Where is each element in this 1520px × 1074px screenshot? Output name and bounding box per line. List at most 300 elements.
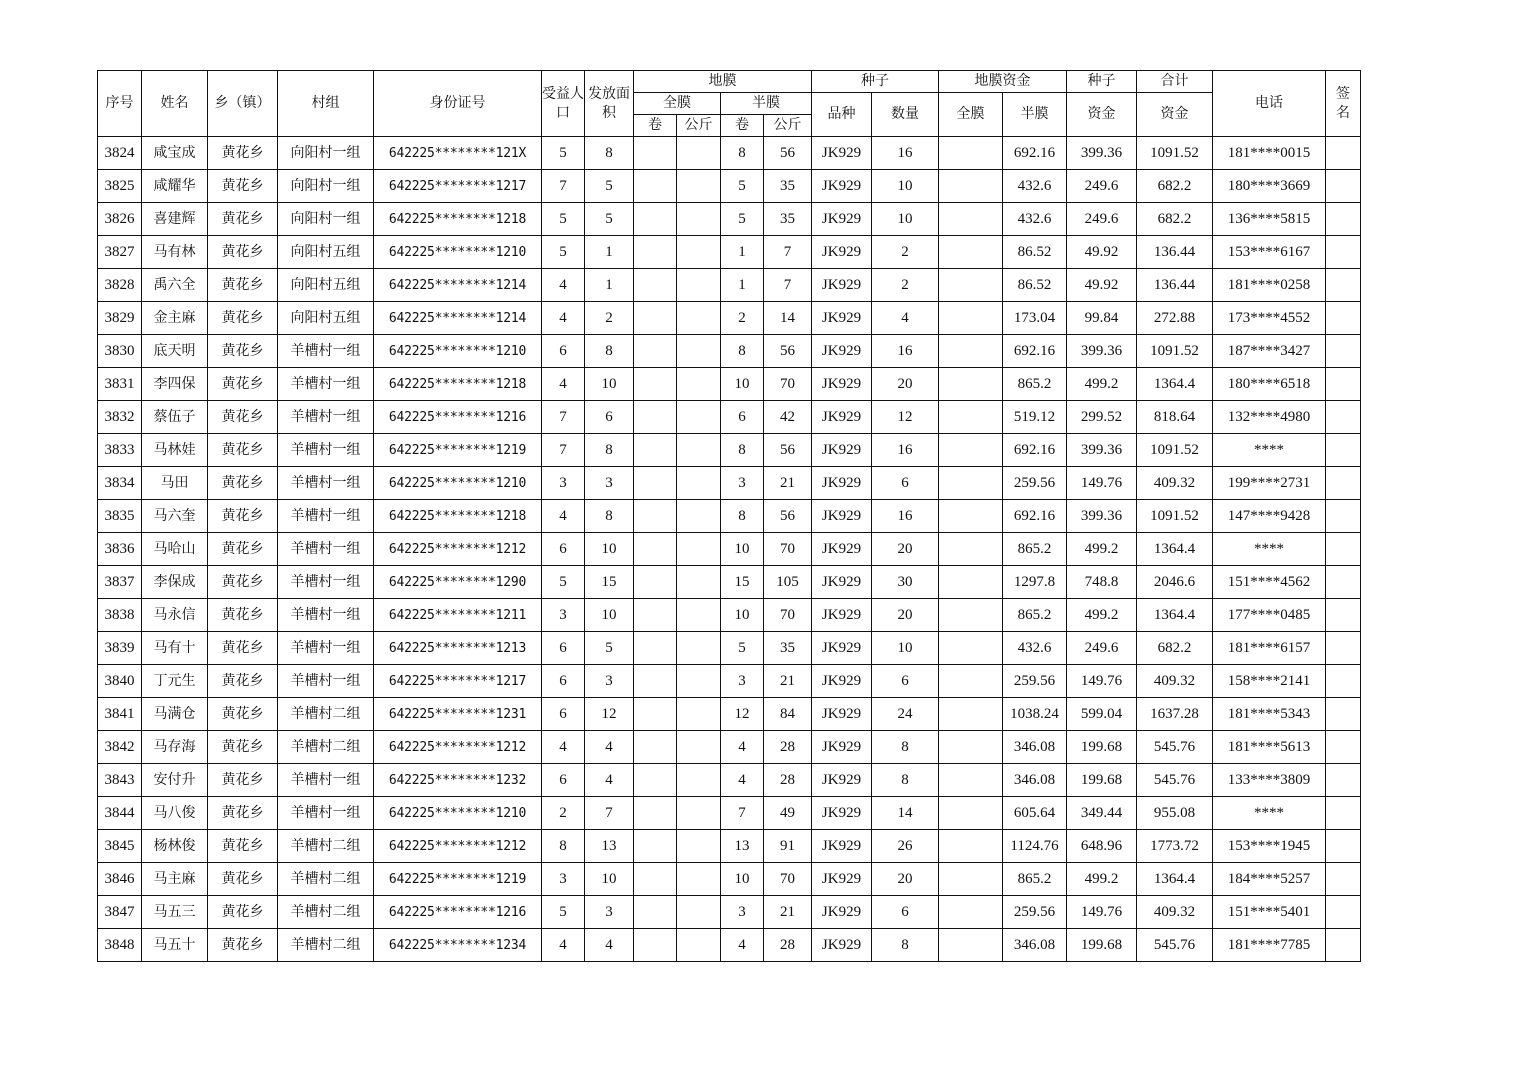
cell-seed-fund: 249.6 bbox=[1067, 632, 1137, 665]
cell-area: 1 bbox=[585, 269, 634, 302]
cell-seq: 3830 bbox=[98, 335, 142, 368]
header-half-film-fund: 半膜 bbox=[1003, 93, 1067, 137]
cell-name: 马五三 bbox=[142, 896, 208, 929]
cell-id-number: 642225********1210 bbox=[374, 335, 542, 368]
cell-full-roll bbox=[634, 566, 677, 599]
cell-village: 羊槽村二组 bbox=[278, 698, 374, 731]
cell-seed-fund: 748.8 bbox=[1067, 566, 1137, 599]
cell-half-film-fund: 1038.24 bbox=[1003, 698, 1067, 731]
cell-full-kg bbox=[677, 434, 721, 467]
cell-seq: 3834 bbox=[98, 467, 142, 500]
cell-village: 羊槽村一组 bbox=[278, 533, 374, 566]
cell-area: 6 bbox=[585, 401, 634, 434]
cell-quantity: 24 bbox=[872, 698, 939, 731]
cell-variety: JK929 bbox=[812, 830, 872, 863]
cell-full-roll bbox=[634, 500, 677, 533]
cell-full-roll bbox=[634, 236, 677, 269]
cell-total-fund: 545.76 bbox=[1137, 929, 1213, 962]
cell-half-kg: 28 bbox=[764, 929, 812, 962]
cell-quantity: 10 bbox=[872, 632, 939, 665]
cell-full-roll bbox=[634, 335, 677, 368]
cell-full-roll bbox=[634, 467, 677, 500]
cell-half-kg: 35 bbox=[764, 632, 812, 665]
table-row bbox=[98, 170, 1361, 203]
cell-half-film-fund: 865.2 bbox=[1003, 599, 1067, 632]
cell-variety: JK929 bbox=[812, 929, 872, 962]
cell-phone: 181****0258 bbox=[1213, 269, 1326, 302]
cell-village: 羊槽村一组 bbox=[278, 797, 374, 830]
cell-beneficiaries: 4 bbox=[542, 500, 585, 533]
cell-phone: 181****5613 bbox=[1213, 731, 1326, 764]
table-row bbox=[98, 368, 1361, 401]
cell-id-number: 642225********1219 bbox=[374, 434, 542, 467]
cell-half-kg: 70 bbox=[764, 533, 812, 566]
cell-town: 黄花乡 bbox=[208, 434, 278, 467]
cell-beneficiaries: 4 bbox=[542, 731, 585, 764]
cell-half-kg: 84 bbox=[764, 698, 812, 731]
cell-area: 3 bbox=[585, 467, 634, 500]
cell-village: 羊槽村一组 bbox=[278, 665, 374, 698]
table-row bbox=[98, 500, 1361, 533]
cell-phone: 180****6518 bbox=[1213, 368, 1326, 401]
cell-beneficiaries: 6 bbox=[542, 533, 585, 566]
cell-half-film-fund: 692.16 bbox=[1003, 335, 1067, 368]
cell-half-roll: 5 bbox=[721, 170, 764, 203]
header-half-film: 半膜 bbox=[721, 93, 812, 115]
cell-full-film-fund bbox=[939, 665, 1003, 698]
cell-id-number: 642225********1216 bbox=[374, 401, 542, 434]
cell-half-roll: 8 bbox=[721, 335, 764, 368]
cell-phone: 199****2731 bbox=[1213, 467, 1326, 500]
cell-full-film-fund bbox=[939, 698, 1003, 731]
cell-half-film-fund: 692.16 bbox=[1003, 137, 1067, 170]
cell-half-kg: 105 bbox=[764, 566, 812, 599]
cell-beneficiaries: 7 bbox=[542, 170, 585, 203]
cell-seq: 3832 bbox=[98, 401, 142, 434]
cell-seq: 3844 bbox=[98, 797, 142, 830]
cell-phone: 151****4562 bbox=[1213, 566, 1326, 599]
cell-id-number: 642225********1213 bbox=[374, 632, 542, 665]
cell-sign bbox=[1326, 764, 1361, 797]
cell-area: 5 bbox=[585, 170, 634, 203]
cell-half-film-fund: 259.56 bbox=[1003, 665, 1067, 698]
cell-id-number: 642225********121X bbox=[374, 137, 542, 170]
cell-total-fund: 2046.6 bbox=[1137, 566, 1213, 599]
table-row bbox=[98, 830, 1361, 863]
cell-name: 金主麻 bbox=[142, 302, 208, 335]
cell-variety: JK929 bbox=[812, 203, 872, 236]
cell-variety: JK929 bbox=[812, 599, 872, 632]
cell-sign bbox=[1326, 401, 1361, 434]
cell-half-kg: 28 bbox=[764, 731, 812, 764]
cell-town: 黄花乡 bbox=[208, 566, 278, 599]
cell-town: 黄花乡 bbox=[208, 500, 278, 533]
cell-variety: JK929 bbox=[812, 797, 872, 830]
cell-area: 15 bbox=[585, 566, 634, 599]
cell-beneficiaries: 5 bbox=[542, 203, 585, 236]
header-seq: 序号 bbox=[98, 71, 142, 137]
header-full-film: 全膜 bbox=[634, 93, 721, 115]
cell-quantity: 20 bbox=[872, 863, 939, 896]
cell-full-film-fund bbox=[939, 137, 1003, 170]
cell-name: 咸耀华 bbox=[142, 170, 208, 203]
cell-seed-fund: 49.92 bbox=[1067, 236, 1137, 269]
table-row bbox=[98, 236, 1361, 269]
cell-name: 马田 bbox=[142, 467, 208, 500]
cell-seq: 3836 bbox=[98, 533, 142, 566]
cell-half-kg: 7 bbox=[764, 236, 812, 269]
cell-full-kg bbox=[677, 467, 721, 500]
cell-beneficiaries: 6 bbox=[542, 665, 585, 698]
cell-quantity: 6 bbox=[872, 665, 939, 698]
cell-full-kg bbox=[677, 632, 721, 665]
cell-village: 羊槽村一组 bbox=[278, 434, 374, 467]
cell-beneficiaries: 6 bbox=[542, 764, 585, 797]
cell-full-kg bbox=[677, 566, 721, 599]
cell-id-number: 642225********1214 bbox=[374, 269, 542, 302]
cell-name: 马林娃 bbox=[142, 434, 208, 467]
cell-name: 马满仓 bbox=[142, 698, 208, 731]
cell-name: 喜建辉 bbox=[142, 203, 208, 236]
cell-half-roll: 3 bbox=[721, 665, 764, 698]
cell-quantity: 20 bbox=[872, 368, 939, 401]
cell-full-kg bbox=[677, 368, 721, 401]
cell-area: 4 bbox=[585, 731, 634, 764]
cell-full-film-fund bbox=[939, 500, 1003, 533]
cell-half-roll: 10 bbox=[721, 863, 764, 896]
cell-total-fund: 1364.4 bbox=[1137, 863, 1213, 896]
cell-phone: 181****7785 bbox=[1213, 929, 1326, 962]
table-row bbox=[98, 434, 1361, 467]
cell-seed-fund: 499.2 bbox=[1067, 599, 1137, 632]
cell-half-film-fund: 432.6 bbox=[1003, 203, 1067, 236]
cell-full-film-fund bbox=[939, 764, 1003, 797]
cell-total-fund: 682.2 bbox=[1137, 632, 1213, 665]
cell-id-number: 642225********1212 bbox=[374, 731, 542, 764]
cell-half-kg: 56 bbox=[764, 500, 812, 533]
cell-town: 黄花乡 bbox=[208, 368, 278, 401]
header-half-kg: 公斤 bbox=[764, 115, 812, 137]
cell-half-roll: 10 bbox=[721, 599, 764, 632]
cell-full-roll bbox=[634, 203, 677, 236]
cell-town: 黄花乡 bbox=[208, 302, 278, 335]
cell-area: 13 bbox=[585, 830, 634, 863]
cell-full-roll bbox=[634, 269, 677, 302]
cell-half-roll: 12 bbox=[721, 698, 764, 731]
cell-sign bbox=[1326, 929, 1361, 962]
cell-full-film-fund bbox=[939, 797, 1003, 830]
cell-name: 李四保 bbox=[142, 368, 208, 401]
cell-seed-fund: 199.68 bbox=[1067, 929, 1137, 962]
cell-id-number: 642225********1212 bbox=[374, 533, 542, 566]
cell-half-film-fund: 346.08 bbox=[1003, 731, 1067, 764]
cell-quantity: 16 bbox=[872, 500, 939, 533]
cell-half-roll: 1 bbox=[721, 269, 764, 302]
cell-phone: **** bbox=[1213, 797, 1326, 830]
cell-full-film-fund bbox=[939, 467, 1003, 500]
cell-area: 10 bbox=[585, 863, 634, 896]
cell-beneficiaries: 6 bbox=[542, 698, 585, 731]
table-row bbox=[98, 665, 1361, 698]
cell-beneficiaries: 2 bbox=[542, 797, 585, 830]
table-row bbox=[98, 203, 1361, 236]
cell-village: 羊槽村一组 bbox=[278, 368, 374, 401]
cell-half-kg: 70 bbox=[764, 599, 812, 632]
cell-half-film-fund: 259.56 bbox=[1003, 896, 1067, 929]
cell-variety: JK929 bbox=[812, 632, 872, 665]
cell-id-number: 642225********1219 bbox=[374, 863, 542, 896]
cell-half-kg: 7 bbox=[764, 269, 812, 302]
cell-town: 黄花乡 bbox=[208, 731, 278, 764]
cell-name: 底天明 bbox=[142, 335, 208, 368]
cell-seq: 3840 bbox=[98, 665, 142, 698]
cell-half-kg: 21 bbox=[764, 665, 812, 698]
cell-name: 安付升 bbox=[142, 764, 208, 797]
cell-name: 马主麻 bbox=[142, 863, 208, 896]
cell-village: 羊槽村一组 bbox=[278, 335, 374, 368]
cell-variety: JK929 bbox=[812, 731, 872, 764]
cell-village: 羊槽村二组 bbox=[278, 929, 374, 962]
cell-area: 3 bbox=[585, 896, 634, 929]
cell-quantity: 10 bbox=[872, 170, 939, 203]
distribution-table bbox=[97, 70, 1361, 962]
cell-village: 向阳村五组 bbox=[278, 236, 374, 269]
cell-id-number: 642225********1214 bbox=[374, 302, 542, 335]
cell-full-film-fund bbox=[939, 863, 1003, 896]
cell-seq: 3846 bbox=[98, 863, 142, 896]
cell-quantity: 6 bbox=[872, 896, 939, 929]
cell-town: 黄花乡 bbox=[208, 236, 278, 269]
cell-half-roll: 3 bbox=[721, 467, 764, 500]
cell-full-film-fund bbox=[939, 830, 1003, 863]
cell-sign bbox=[1326, 533, 1361, 566]
table-row bbox=[98, 764, 1361, 797]
cell-full-kg bbox=[677, 401, 721, 434]
header-name: 姓名 bbox=[142, 71, 208, 137]
cell-village: 羊槽村一组 bbox=[278, 401, 374, 434]
cell-half-kg: 70 bbox=[764, 863, 812, 896]
header-quantity: 数量 bbox=[872, 93, 939, 137]
cell-half-film-fund: 865.2 bbox=[1003, 533, 1067, 566]
cell-quantity: 16 bbox=[872, 434, 939, 467]
cell-total-fund: 136.44 bbox=[1137, 236, 1213, 269]
cell-half-roll: 5 bbox=[721, 632, 764, 665]
cell-full-roll bbox=[634, 368, 677, 401]
cell-full-film-fund bbox=[939, 401, 1003, 434]
cell-half-roll: 13 bbox=[721, 830, 764, 863]
cell-full-film-fund bbox=[939, 434, 1003, 467]
cell-total-fund: 1364.4 bbox=[1137, 599, 1213, 632]
cell-full-film-fund bbox=[939, 566, 1003, 599]
cell-beneficiaries: 6 bbox=[542, 632, 585, 665]
header-town: 乡（镇） bbox=[208, 71, 278, 137]
cell-beneficiaries: 7 bbox=[542, 434, 585, 467]
cell-variety: JK929 bbox=[812, 764, 872, 797]
cell-full-roll bbox=[634, 830, 677, 863]
cell-half-kg: 28 bbox=[764, 764, 812, 797]
cell-full-kg bbox=[677, 698, 721, 731]
cell-total-fund: 1637.28 bbox=[1137, 698, 1213, 731]
cell-half-kg: 91 bbox=[764, 830, 812, 863]
cell-quantity: 4 bbox=[872, 302, 939, 335]
cell-sign bbox=[1326, 269, 1361, 302]
cell-variety: JK929 bbox=[812, 500, 872, 533]
cell-half-film-fund: 605.64 bbox=[1003, 797, 1067, 830]
cell-full-roll bbox=[634, 599, 677, 632]
cell-village: 羊槽村一组 bbox=[278, 599, 374, 632]
header-full-kg: 公斤 bbox=[677, 115, 721, 137]
cell-area: 1 bbox=[585, 236, 634, 269]
cell-quantity: 2 bbox=[872, 236, 939, 269]
cell-name: 杨林俊 bbox=[142, 830, 208, 863]
cell-village: 向阳村一组 bbox=[278, 137, 374, 170]
cell-phone: 177****0485 bbox=[1213, 599, 1326, 632]
cell-full-roll bbox=[634, 632, 677, 665]
cell-variety: JK929 bbox=[812, 335, 872, 368]
cell-seed-fund: 499.2 bbox=[1067, 533, 1137, 566]
cell-variety: JK929 bbox=[812, 434, 872, 467]
cell-seed-fund: 149.76 bbox=[1067, 896, 1137, 929]
cell-seed-fund: 149.76 bbox=[1067, 467, 1137, 500]
table-body bbox=[98, 137, 1361, 962]
cell-quantity: 14 bbox=[872, 797, 939, 830]
cell-full-film-fund bbox=[939, 302, 1003, 335]
cell-phone: 147****9428 bbox=[1213, 500, 1326, 533]
cell-total-fund: 682.2 bbox=[1137, 203, 1213, 236]
cell-area: 2 bbox=[585, 302, 634, 335]
cell-quantity: 8 bbox=[872, 929, 939, 962]
cell-id-number: 642225********1210 bbox=[374, 236, 542, 269]
table-row bbox=[98, 698, 1361, 731]
cell-full-kg bbox=[677, 731, 721, 764]
cell-name: 马五十 bbox=[142, 929, 208, 962]
cell-seed-fund: 499.2 bbox=[1067, 368, 1137, 401]
cell-town: 黄花乡 bbox=[208, 203, 278, 236]
cell-quantity: 6 bbox=[872, 467, 939, 500]
cell-full-kg bbox=[677, 863, 721, 896]
cell-area: 10 bbox=[585, 599, 634, 632]
cell-seq: 3833 bbox=[98, 434, 142, 467]
cell-total-fund: 1091.52 bbox=[1137, 335, 1213, 368]
cell-id-number: 642225********1210 bbox=[374, 467, 542, 500]
cell-full-roll bbox=[634, 896, 677, 929]
cell-village: 羊槽村二组 bbox=[278, 863, 374, 896]
cell-beneficiaries: 3 bbox=[542, 599, 585, 632]
cell-id-number: 642225********1231 bbox=[374, 698, 542, 731]
header-phone: 电话 bbox=[1213, 71, 1326, 137]
cell-variety: JK929 bbox=[812, 698, 872, 731]
cell-seed-fund: 399.36 bbox=[1067, 335, 1137, 368]
cell-full-kg bbox=[677, 500, 721, 533]
cell-full-film-fund bbox=[939, 170, 1003, 203]
header-area: 发放面积 bbox=[585, 71, 634, 137]
cell-full-kg bbox=[677, 236, 721, 269]
cell-total-fund: 955.08 bbox=[1137, 797, 1213, 830]
cell-phone: **** bbox=[1213, 434, 1326, 467]
cell-seq: 3831 bbox=[98, 368, 142, 401]
cell-half-roll: 8 bbox=[721, 137, 764, 170]
cell-half-kg: 56 bbox=[764, 335, 812, 368]
cell-area: 3 bbox=[585, 665, 634, 698]
cell-full-kg bbox=[677, 269, 721, 302]
cell-variety: JK929 bbox=[812, 665, 872, 698]
cell-name: 马有十 bbox=[142, 632, 208, 665]
cell-beneficiaries: 3 bbox=[542, 863, 585, 896]
cell-full-roll bbox=[634, 665, 677, 698]
cell-village: 羊槽村一组 bbox=[278, 566, 374, 599]
cell-variety: JK929 bbox=[812, 170, 872, 203]
cell-name: 咸宝成 bbox=[142, 137, 208, 170]
table-row bbox=[98, 335, 1361, 368]
cell-half-roll: 2 bbox=[721, 302, 764, 335]
cell-quantity: 20 bbox=[872, 533, 939, 566]
cell-quantity: 2 bbox=[872, 269, 939, 302]
cell-total-fund: 545.76 bbox=[1137, 731, 1213, 764]
cell-town: 黄花乡 bbox=[208, 599, 278, 632]
cell-variety: JK929 bbox=[812, 896, 872, 929]
cell-quantity: 8 bbox=[872, 764, 939, 797]
header-seed-fund-bottom: 资金 bbox=[1067, 93, 1137, 137]
cell-sign bbox=[1326, 896, 1361, 929]
header-full-roll: 卷 bbox=[634, 115, 677, 137]
cell-seq: 3847 bbox=[98, 896, 142, 929]
cell-full-film-fund bbox=[939, 368, 1003, 401]
cell-phone: 133****3809 bbox=[1213, 764, 1326, 797]
cell-full-roll bbox=[634, 863, 677, 896]
cell-sign bbox=[1326, 698, 1361, 731]
cell-phone: 136****5815 bbox=[1213, 203, 1326, 236]
cell-area: 5 bbox=[585, 632, 634, 665]
cell-quantity: 16 bbox=[872, 335, 939, 368]
header-beneficiaries: 受益人口 bbox=[542, 71, 585, 137]
cell-sign bbox=[1326, 665, 1361, 698]
cell-half-roll: 3 bbox=[721, 896, 764, 929]
cell-total-fund: 1091.52 bbox=[1137, 500, 1213, 533]
cell-town: 黄花乡 bbox=[208, 269, 278, 302]
cell-town: 黄花乡 bbox=[208, 467, 278, 500]
cell-village: 羊槽村一组 bbox=[278, 467, 374, 500]
header-id-number: 身份证号 bbox=[374, 71, 542, 137]
cell-full-roll bbox=[634, 731, 677, 764]
cell-area: 8 bbox=[585, 434, 634, 467]
cell-full-kg bbox=[677, 203, 721, 236]
cell-half-roll: 1 bbox=[721, 236, 764, 269]
table-row bbox=[98, 929, 1361, 962]
table-row bbox=[98, 302, 1361, 335]
cell-half-roll: 6 bbox=[721, 401, 764, 434]
cell-full-kg bbox=[677, 137, 721, 170]
cell-id-number: 642225********1218 bbox=[374, 203, 542, 236]
cell-half-roll: 5 bbox=[721, 203, 764, 236]
cell-sign bbox=[1326, 203, 1361, 236]
cell-name: 李保成 bbox=[142, 566, 208, 599]
cell-name: 禹六全 bbox=[142, 269, 208, 302]
cell-area: 7 bbox=[585, 797, 634, 830]
cell-seed-fund: 199.68 bbox=[1067, 764, 1137, 797]
cell-seq: 3828 bbox=[98, 269, 142, 302]
cell-half-kg: 56 bbox=[764, 137, 812, 170]
cell-half-film-fund: 865.2 bbox=[1003, 368, 1067, 401]
cell-full-kg bbox=[677, 896, 721, 929]
cell-full-kg bbox=[677, 599, 721, 632]
cell-sign bbox=[1326, 566, 1361, 599]
cell-full-kg bbox=[677, 797, 721, 830]
cell-beneficiaries: 4 bbox=[542, 368, 585, 401]
cell-seed-fund: 399.36 bbox=[1067, 500, 1137, 533]
table-row bbox=[98, 566, 1361, 599]
cell-full-kg bbox=[677, 302, 721, 335]
cell-sign bbox=[1326, 797, 1361, 830]
